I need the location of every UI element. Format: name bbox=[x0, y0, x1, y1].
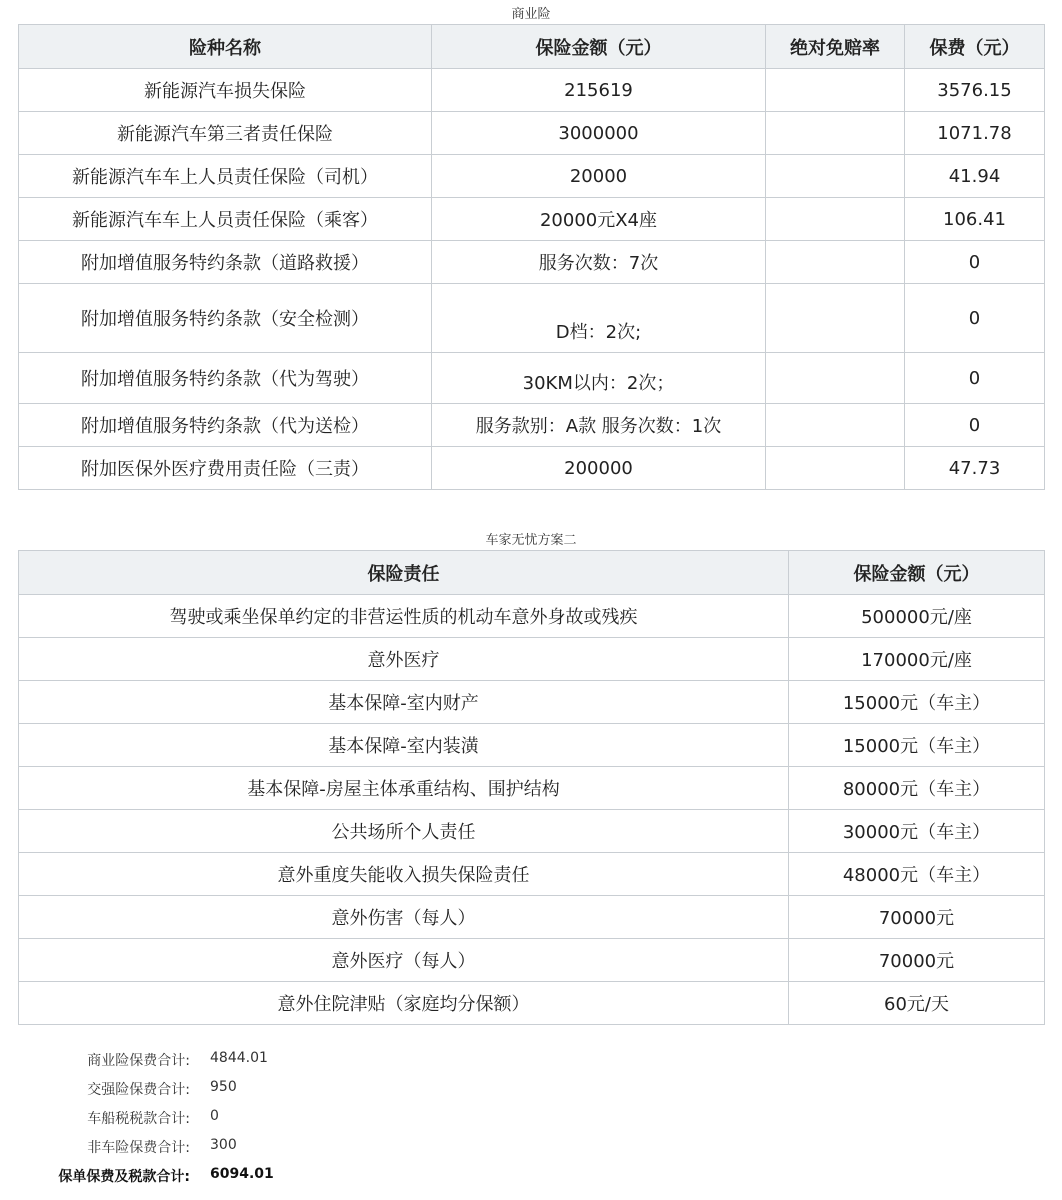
deductible-rate bbox=[766, 112, 905, 155]
plan-coverage-table bbox=[18, 550, 1045, 1025]
summary-row bbox=[0, 1108, 420, 1137]
premium: 0 bbox=[905, 404, 1045, 447]
coverage-name: 新能源汽车损失保险 bbox=[19, 69, 432, 112]
coverage-name: 附加增值服务特约条款（代为驾驶） bbox=[19, 353, 432, 404]
table-row bbox=[19, 638, 1045, 681]
summary-total-value: 6094.01 bbox=[210, 1166, 274, 1182]
insured-amount: 70000元 bbox=[789, 939, 1045, 982]
summary-value: 950 bbox=[210, 1079, 237, 1095]
coverage-name: 附加增值服务特约条款（代为送检） bbox=[19, 404, 432, 447]
table-row bbox=[19, 595, 1045, 638]
insured-amount: 30000元（车主） bbox=[789, 810, 1045, 853]
insured-amount: 70000元 bbox=[789, 896, 1045, 939]
table-row bbox=[19, 982, 1045, 1025]
insured-amount: 15000元（车主） bbox=[789, 724, 1045, 767]
insured-amount: 500000元/座 bbox=[789, 595, 1045, 638]
summary-value: 4844.01 bbox=[210, 1050, 268, 1066]
liability-name: 意外重度失能收入损失保险责任 bbox=[19, 853, 789, 896]
insured-amount: 3000000 bbox=[432, 112, 766, 155]
table-row bbox=[19, 112, 1045, 155]
table-row bbox=[19, 724, 1045, 767]
coverage-name: 新能源汽车第三者责任保险 bbox=[19, 112, 432, 155]
insured-amount: 215619 bbox=[432, 69, 766, 112]
table-row bbox=[19, 939, 1045, 982]
insured-amount: 15000元（车主） bbox=[789, 681, 1045, 724]
commercial-caption: 商业险 bbox=[511, 7, 551, 22]
table-row bbox=[19, 853, 1045, 896]
table-row bbox=[19, 681, 1045, 724]
premium-summary bbox=[0, 1050, 420, 1195]
deductible-rate bbox=[766, 353, 905, 404]
deductible-rate bbox=[766, 241, 905, 284]
premium: 106.41 bbox=[905, 198, 1045, 241]
insured-amount: 20000 bbox=[432, 155, 766, 198]
column-header: 险种名称 bbox=[19, 25, 432, 69]
premium: 0 bbox=[905, 241, 1045, 284]
insured-amount: 30KM以内：2次； bbox=[432, 353, 766, 404]
summary-total-row bbox=[0, 1166, 420, 1195]
table-row bbox=[19, 896, 1045, 939]
summary-label: 车船税税款合计: bbox=[87, 1111, 190, 1127]
table-row bbox=[19, 767, 1045, 810]
summary-value: 0 bbox=[210, 1108, 219, 1124]
table-row bbox=[19, 198, 1045, 241]
table-row bbox=[19, 810, 1045, 853]
liability-name: 意外医疗（每人） bbox=[19, 939, 789, 982]
insured-amount: 60元/天 bbox=[789, 982, 1045, 1025]
coverage-name: 附加增值服务特约条款（道路救援） bbox=[19, 241, 432, 284]
insured-amount: 200000 bbox=[432, 447, 766, 490]
column-header: 保险金额（元） bbox=[432, 25, 766, 69]
coverage-name: 附加增值服务特约条款（安全检测） bbox=[19, 284, 432, 353]
premium: 3576.15 bbox=[905, 69, 1045, 112]
insured-amount: D档：2次; bbox=[432, 284, 766, 353]
column-header: 保险责任 bbox=[19, 551, 789, 595]
premium: 0 bbox=[905, 353, 1045, 404]
premium: 41.94 bbox=[905, 155, 1045, 198]
summary-row bbox=[0, 1137, 420, 1166]
table-row bbox=[19, 353, 1045, 404]
liability-name: 驾驶或乘坐保单约定的非营运性质的机动车意外身故或残疾 bbox=[19, 595, 789, 638]
summary-label: 非车险保费合计: bbox=[87, 1140, 190, 1156]
table-row bbox=[19, 69, 1045, 112]
column-header: 保险金额（元） bbox=[789, 551, 1045, 595]
insured-amount: 80000元（车主） bbox=[789, 767, 1045, 810]
insured-amount: 服务款别：A款 服务次数：1次 bbox=[432, 404, 766, 447]
commercial-insurance-table bbox=[18, 24, 1045, 490]
deductible-rate bbox=[766, 155, 905, 198]
table-header-row bbox=[19, 551, 1045, 595]
table-header-row bbox=[19, 25, 1045, 69]
deductible-rate bbox=[766, 447, 905, 490]
deductible-rate bbox=[766, 198, 905, 241]
liability-name: 意外伤害（每人） bbox=[19, 896, 789, 939]
liability-name: 基本保障-室内装潢 bbox=[19, 724, 789, 767]
liability-name: 基本保障-室内财产 bbox=[19, 681, 789, 724]
liability-name: 意外住院津贴（家庭均分保额） bbox=[19, 982, 789, 1025]
deductible-rate bbox=[766, 69, 905, 112]
coverage-name: 附加医保外医疗费用责任险（三责） bbox=[19, 447, 432, 490]
liability-name: 基本保障-房屋主体承重结构、围护结构 bbox=[19, 767, 789, 810]
deductible-rate bbox=[766, 404, 905, 447]
column-header: 绝对免赔率 bbox=[766, 25, 905, 69]
plan-caption: 车家无忧方案二 bbox=[485, 533, 577, 548]
summary-row bbox=[0, 1050, 420, 1079]
premium: 47.73 bbox=[905, 447, 1045, 490]
insured-amount: 服务次数：7次 bbox=[432, 241, 766, 284]
insured-amount: 20000元X4座 bbox=[432, 198, 766, 241]
table-row bbox=[19, 447, 1045, 490]
liability-name: 公共场所个人责任 bbox=[19, 810, 789, 853]
insured-amount: 48000元（车主） bbox=[789, 853, 1045, 896]
insured-amount: 170000元/座 bbox=[789, 638, 1045, 681]
premium: 0 bbox=[905, 284, 1045, 353]
column-header: 保费（元） bbox=[905, 25, 1045, 69]
premium: 1071.78 bbox=[905, 112, 1045, 155]
liability-name: 意外医疗 bbox=[19, 638, 789, 681]
coverage-name: 新能源汽车车上人员责任保险（司机） bbox=[19, 155, 432, 198]
summary-label: 交强险保费合计: bbox=[87, 1082, 190, 1098]
summary-value: 300 bbox=[210, 1137, 237, 1153]
table-row bbox=[19, 155, 1045, 198]
summary-label: 商业险保费合计: bbox=[87, 1053, 190, 1069]
table-row bbox=[19, 284, 1045, 353]
summary-row bbox=[0, 1079, 420, 1108]
table-row bbox=[19, 404, 1045, 447]
summary-total-label: 保单保费及税款合计: bbox=[58, 1169, 190, 1185]
coverage-name: 新能源汽车车上人员责任保险（乘客） bbox=[19, 198, 432, 241]
table-row bbox=[19, 241, 1045, 284]
deductible-rate bbox=[766, 284, 905, 353]
